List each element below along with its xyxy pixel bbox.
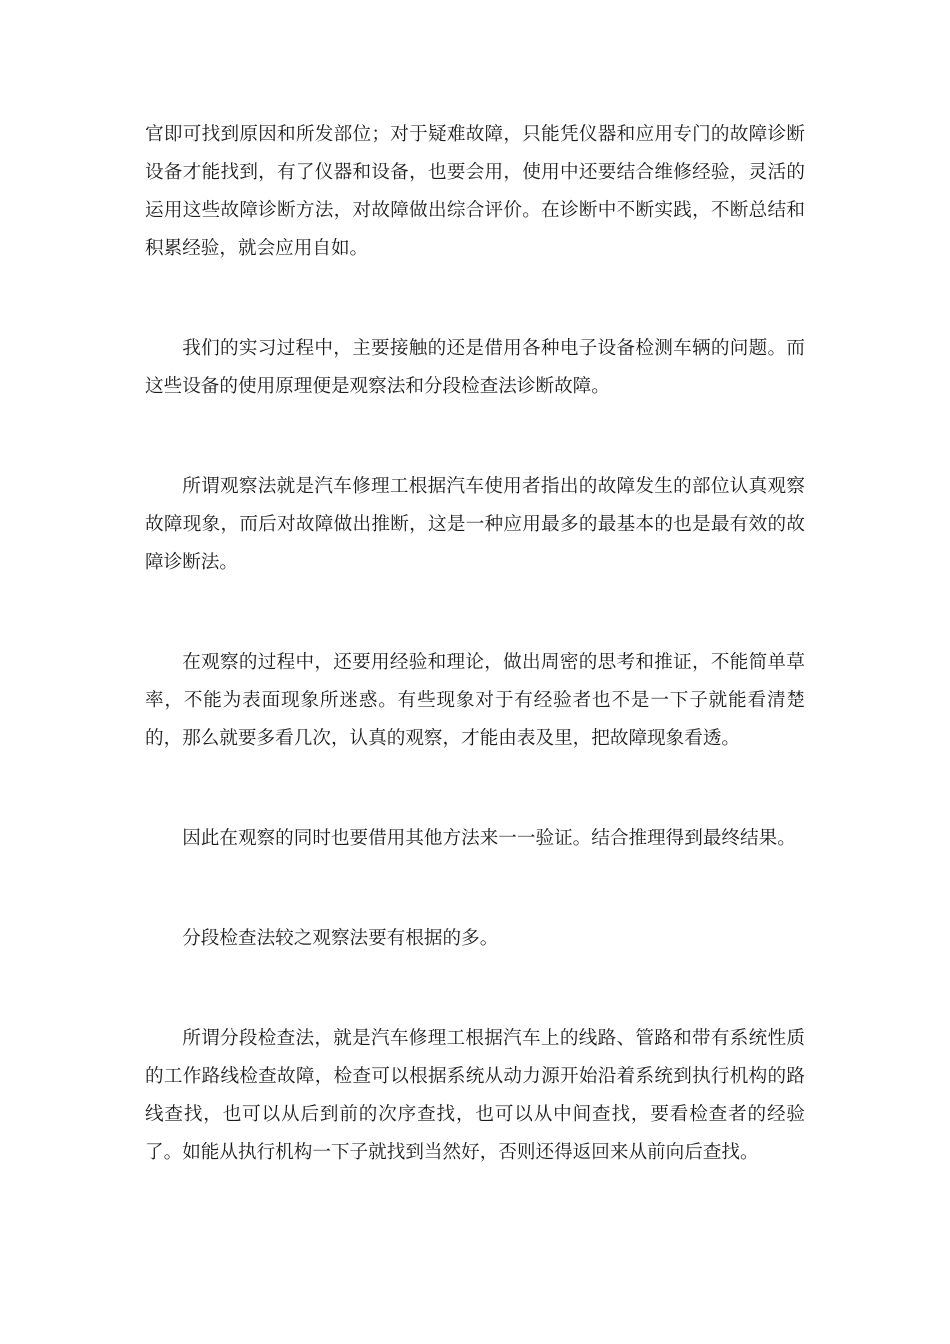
paragraph: 因此在观察的同时也要借用其他方法来一一验证。结合推理得到最终结果。 [182, 828, 796, 849]
paragraph: 在观察的过程中，还要用经验和理论，做出周密的思考和推证，不能简单草率，不能为表面现象所迷惑。有些现象对于有经验者也不是一下子就能看清楚的，那么就要多看几次，认真的观察，才能由表及里，把故障现象看透。 [145, 652, 805, 749]
paragraph: 所谓观察法就是汽车修理工根据汽车使用者指出的故障发生的部位认真观察故障现象，而后对故障做出推断，这是一种应用最多的最基本的也是最有效的故障诊断法。 [145, 476, 805, 573]
paragraph-continued: 官即可找到原因和所发部位；对于疑难故障，只能凭仪器和应用专门的故障诊断设备才能找到，有了仪器和设备，也要会用，使用中还要结合维修经验，灵活的运用这些故障诊断方法，对故障做出综合评价。在诊断中不断实践，不断总结和积累经验，就会应用自如。 [145, 124, 805, 259]
paragraph: 分段检查法较之观察法要有根据的多。 [182, 928, 499, 949]
document-body [145, 116, 805, 1172]
paragraph: 所谓分段检查法，就是汽车修理工根据汽车上的线路、管路和带有系统性质的工作路线检查故障，检查可以根据系统从动力源开始沿着系统到执行机构的路线查找，也可以从后到前的次序查找，也可以从中间查找，要看检查者的经验了。如能从执行机构一下子就找到当然好，否则还得返回来从前向后查找。 [145, 1028, 805, 1163]
paragraph: 我们的实习过程中，主要接触的还是借用各种电子设备检测车辆的问题。而这些设备的使用原理便是观察法和分段检查法诊断故障。 [145, 338, 805, 397]
